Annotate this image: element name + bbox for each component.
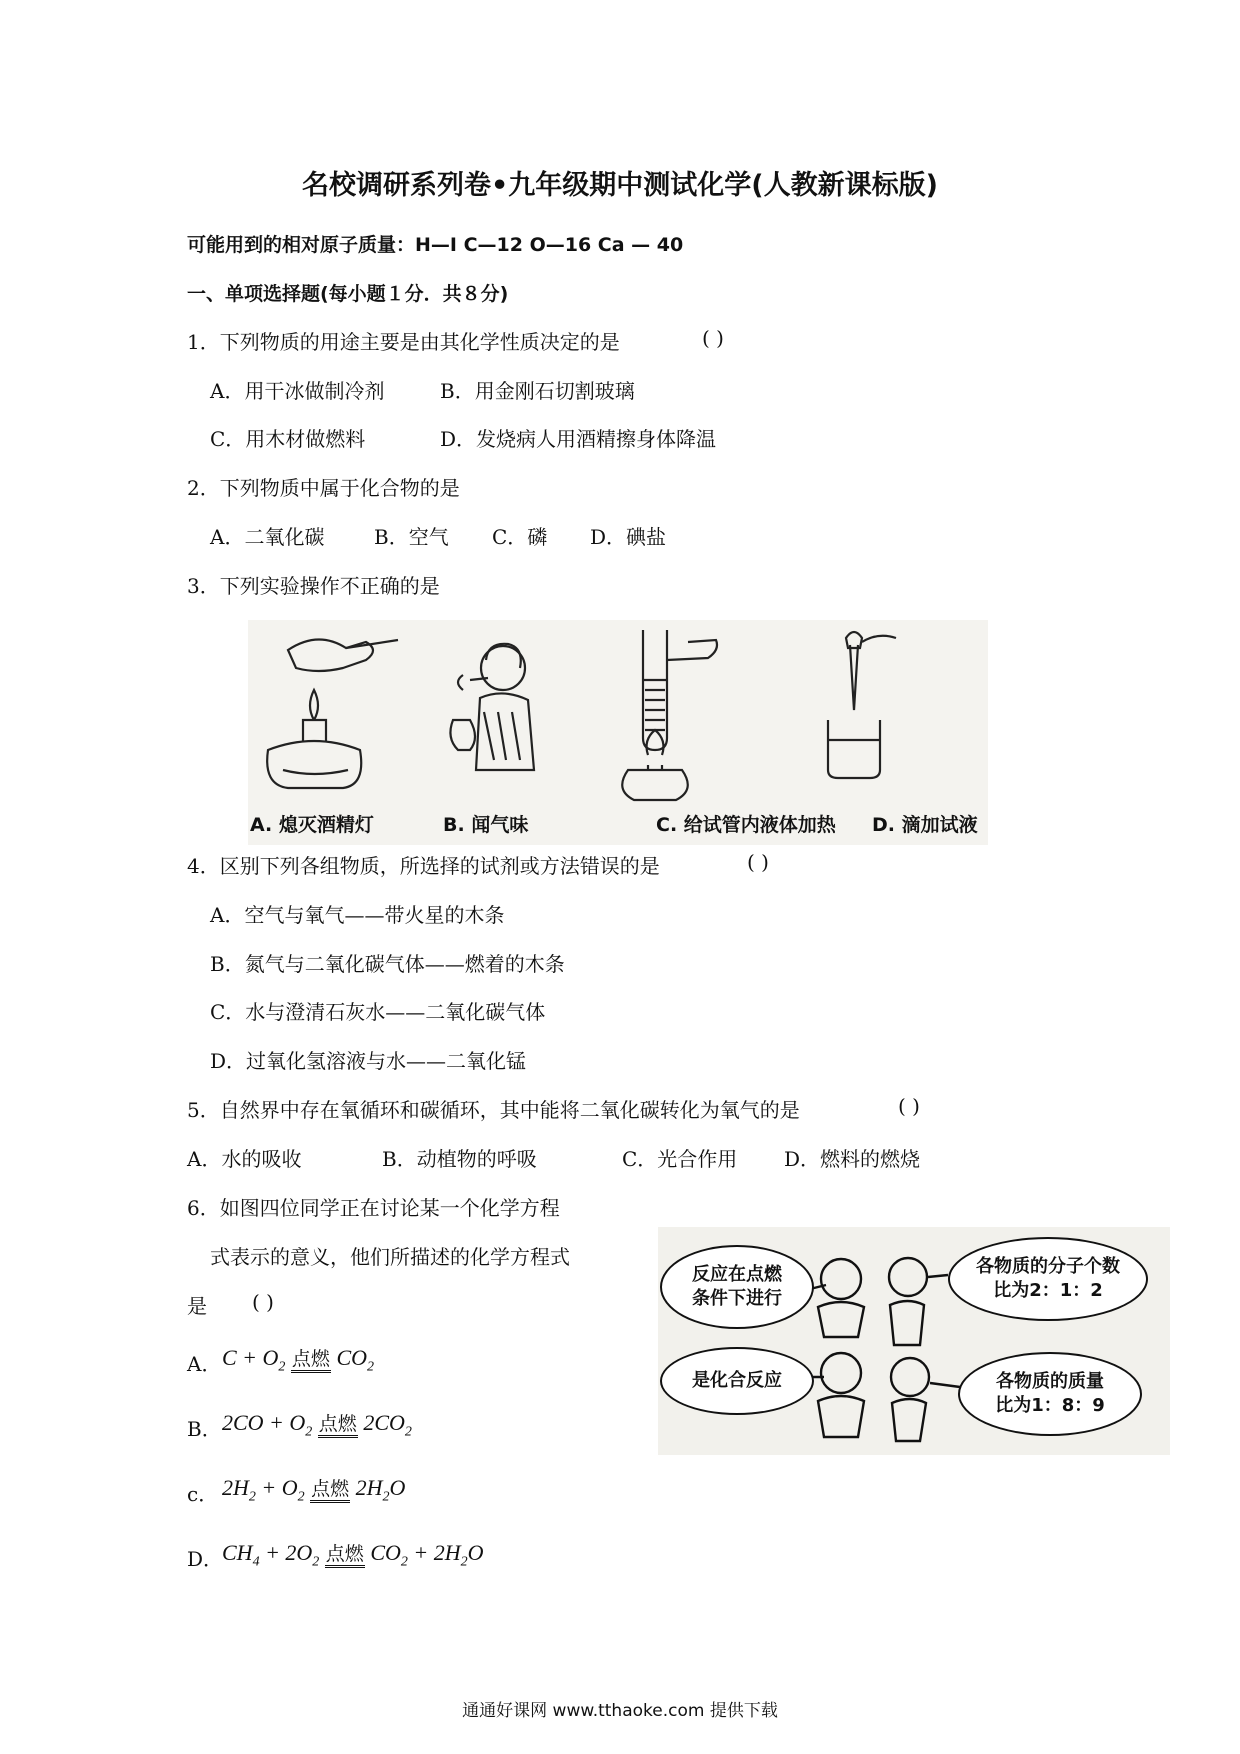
- bubble-br-line2: 比为1：8：9: [995, 1395, 1105, 1416]
- q5-option-b: B．动植物的呼吸: [382, 1147, 537, 1171]
- speech-bubble-bottom-right: [958, 1352, 1142, 1436]
- bubble-bl-text: 是化合反应: [692, 1369, 782, 1391]
- q1-option-c: C．用木材做燃料: [210, 427, 366, 451]
- q6-stem-line2: 式表示的意义，他们所描述的化学方程式: [210, 1245, 570, 1269]
- q5-answer-blank: ( ): [898, 1094, 920, 1118]
- q3-stem: 3．下列实验操作不正确的是: [187, 574, 440, 598]
- bubble-tr-line2: 比为2：1：2: [993, 1280, 1103, 1301]
- alcohol-lamp-icon: [267, 690, 361, 788]
- q2-option-b: B．空气: [374, 525, 449, 549]
- condition-text: 点燃: [325, 1543, 365, 1568]
- q2-option-a: A．二氧化碳: [210, 525, 325, 549]
- caption-c: C. 给试管内液体加热: [656, 814, 836, 836]
- q4-answer-blank: ( ): [747, 850, 769, 874]
- q5-stem: 5．自然界中存在氧循环和碳循环，其中能将二氧化碳转化为氧气的是: [187, 1098, 800, 1122]
- bubble-tl-line1: 反应在点燃: [692, 1263, 782, 1285]
- student-icon: [818, 1353, 864, 1437]
- q6-stem-line3: 是: [187, 1294, 207, 1318]
- q6-option-c-equation: $2H_2 + O_2$ 点燃 $2H_2O$: [222, 1475, 406, 1505]
- q4-option-c: C．水与澄清石灰水——二氧化碳气体: [210, 1000, 546, 1024]
- q2-option-c: C．磷: [492, 525, 548, 549]
- q5-option-d: D．燃料的燃烧: [784, 1147, 921, 1171]
- q6-option-a-label: A．: [187, 1352, 222, 1376]
- condition-text: 点燃: [291, 1348, 331, 1373]
- test-tube-heating-icon: [622, 630, 717, 800]
- q1-option-b: B．用金刚石切割玻璃: [440, 379, 635, 403]
- q5-option-a: A．水的吸收: [187, 1147, 302, 1171]
- caption-a: A. 熄灭酒精灯: [250, 814, 374, 836]
- page-title: 名校调研系列卷•九年级期中测试化学(人教新课标版): [302, 170, 938, 201]
- q6-option-d-equation: $CH_4 + 2O_2$ 点燃 $CO_2 + 2H_2O$: [222, 1540, 484, 1570]
- q4-option-d: D．过氧化氢溶液与水——二氧化锰: [210, 1049, 527, 1073]
- person-smelling-icon: [450, 644, 534, 770]
- lab-operations-figure: [248, 620, 988, 845]
- student-icon: [889, 1258, 927, 1345]
- q4-option-a: A．空气与氧气——带火星的木条: [210, 903, 505, 927]
- q2-option-d: D．碘盐: [590, 525, 667, 549]
- speech-bubble-bottom-left: [660, 1347, 814, 1415]
- q6-option-b-label: B．: [187, 1417, 222, 1441]
- caption-b: B. 闻气味: [443, 814, 529, 836]
- condition-text: 点燃: [310, 1478, 350, 1503]
- q6-answer-blank: ( ): [252, 1290, 274, 1314]
- bubble-br-line1: 各物质的质量: [995, 1370, 1104, 1392]
- hand-icon: [288, 639, 398, 671]
- q1-answer-blank: ( ): [702, 326, 724, 350]
- bubble-tl-line2: 条件下进行: [692, 1288, 782, 1309]
- atomic-masses: 可能用到的相对原子质量：H—I C—12 O—16 Ca — 40: [187, 234, 684, 256]
- q6-option-a-equation: $C + O_2$ 点燃 $CO_2$: [222, 1345, 374, 1375]
- condition-text: 点燃: [318, 1413, 358, 1438]
- student-icon: [818, 1259, 864, 1337]
- lab-operations-drawing: [248, 620, 988, 805]
- dropper-icon: [828, 632, 896, 778]
- q6-option-d-label: D．: [187, 1547, 224, 1571]
- q1-option-d: D．发烧病人用酒精擦身体降温: [440, 427, 717, 451]
- discussion-figure: [658, 1227, 1170, 1455]
- footer-source: 通通好课网 www.tthaoke.com 提供下载: [462, 1701, 778, 1721]
- q6-option-c-label: c．: [187, 1482, 219, 1506]
- q6-option-b-equation: $2CO + O_2$ 点燃 $2CO_2$: [222, 1410, 412, 1440]
- q1-stem: 1．下列物质的用途主要是由其化学性质决定的是: [187, 330, 620, 354]
- caption-d: D. 滴加试液: [872, 814, 978, 836]
- student-icon: [891, 1358, 929, 1441]
- q2-stem: 2．下列物质中属于化合物的是: [187, 476, 460, 500]
- section-heading: 一、单项选择题(每小题１分．共８分): [187, 283, 509, 305]
- q4-stem: 4．区别下列各组物质，所选择的试剂或方法错误的是: [187, 854, 660, 878]
- q4-option-b: B．氮气与二氧化碳气体——燃着的木条: [210, 952, 565, 976]
- speech-bubble-top-right: [948, 1237, 1148, 1321]
- q6-stem-line1: 6．如图四位同学正在讨论某一个化学方程: [187, 1196, 560, 1220]
- speech-bubble-top-left: [660, 1245, 814, 1329]
- q1-option-a: A．用干冰做制冷剂: [210, 379, 385, 403]
- q5-option-c: C．光合作用: [622, 1147, 738, 1171]
- bubble-tr-line1: 各物质的分子个数: [976, 1255, 1120, 1277]
